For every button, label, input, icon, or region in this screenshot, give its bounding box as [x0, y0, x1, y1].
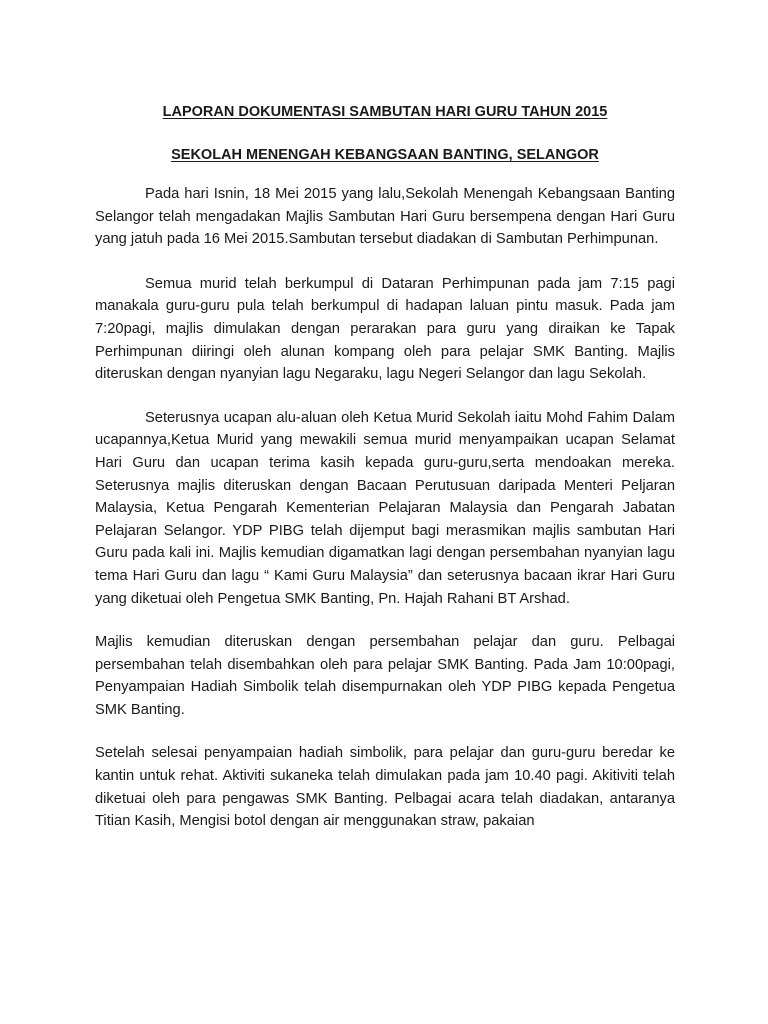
- paragraph-1: Pada hari Isnin, 18 Mei 2015 yang lalu,Sekolah Menengah Kebangsaan Banting Selangor telah mengadakan Majlis Sambutan Hari Guru bersempena dengan Hari Guru yang jatuh pada 16 Mei 2015.Sambutan tersebut diadakan di Sambutan Perhimpunan.: [95, 186, 675, 248]
- paragraph-3: Seterusnya ucapan alu-aluan oleh Ketua Murid Sekolah iaitu Mohd Fahim Dalam ucapannya,Ketua Murid yang mewakili semua murid menyampaikan ucapan Selamat Hari Guru dan ucapan terima kasih kepada guru-guru,serta mendoakan mereka. Seterusnya majlis diteruskan dengan Bacaan Perutusuan daripada Menteri Peljaran Malaysia, Ketua Pengarah Kementerian Pelajaran Malaysia dan Pengarah Jabatan Pelajaran Selangor. YDP PIBG telah dijemput bagi merasmikan majlis sambutan Hari Guru pada kali ini. Majlis kemudian digamatkan lagi dengan persembahan nyanyian lagu tema Hari Guru dan lagu “ Kami Guru Malaysia” dan seterusnya bacaan ikrar Hari Guru yang diketuai oleh Pengetua SMK Banting, Pn. Hajah Rahani BT Arshad.: [95, 409, 675, 607]
- document-title: LAPORAN DOKUMENTASI SAMBUTAN HARI GURU TAHUN 2015: [162, 104, 608, 120]
- paragraph-2: Semua murid telah berkumpul di Dataran Perhimpunan pada jam 7:15 pagi manakala guru-guru pula telah berkumpul di hadapan laluan pintu masuk. Pada jam 7:20pagi, majlis dimulakan dengan perarakan para guru yang diraikan ke Tapak Perhimpunan diiringi oleh alunan kompang oleh para pelajar SMK Banting. Majlis diteruskan dengan nyanyian lagu Negaraku, lagu Negeri Selangor dan lagu Sekolah.: [95, 275, 675, 383]
- paragraph-5: Setelah selesai penyampaian hadiah simbolik, para pelajar dan guru-guru beredar ke kantin untuk rehat. Aktiviti sukaneka telah dimulakan pada jam 10.40 pagi. Akitiviti telah diketuai oleh para pengawas SMK Banting. Pelbagai acara telah diadakan, antaranya Titian Kasih, Mengisi botol dengan air menggunakan straw, pakaian: [95, 745, 675, 830]
- document-subtitle: SEKOLAH MENENGAH KEBANGSAAN BANTING, SELANGOR: [171, 147, 599, 163]
- document-body: [95, 183, 675, 855]
- paragraph-4: Majlis kemudian diteruskan dengan persembahan pelajar dan guru. Pelbagai persembahan telah disembahkan oleh para pelajar SMK Banting. Pada Jam 10:00pagi, Penyampaian Hadiah Simbolik telah disempurnakan oleh YDP PIBG kepada Pengetua SMK Banting.: [95, 634, 675, 718]
